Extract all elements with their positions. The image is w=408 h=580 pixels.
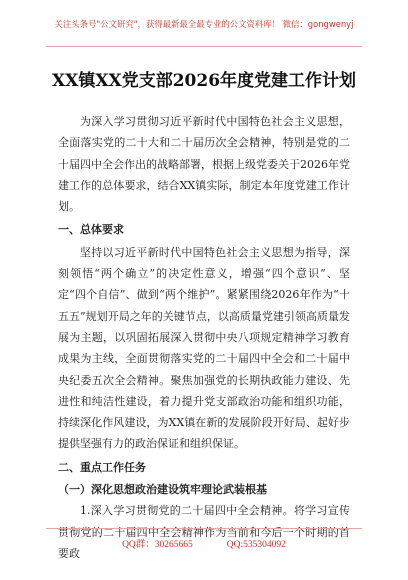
footer-divider (46, 528, 362, 529)
header-divider (46, 46, 362, 47)
document-title: XX镇XX党支部2026年度党建工作计划 (51, 71, 357, 91)
promo-banner: 关注头条号"公文研究"，获得最新最全最专业的公文资料库！ 微信：gongwenyj (54, 19, 354, 29)
section-heading-key-tasks: 二、重点工作任务 (58, 460, 146, 474)
footer-contact (0, 536, 408, 550)
subsection-heading-ideology: （一）深化思想政治建设筑牢理论武装根基 (58, 483, 267, 497)
qq-contact-text: QQ:535304092 (226, 540, 286, 550)
section-heading-general-requirements: 一、总体要求 (58, 223, 124, 237)
document-body (58, 111, 350, 564)
general-requirements-paragraph: 坚持以习近平新时代中国特色社会主义思想为指导，深刻领悟“两个确立”的决定性意义，增强“四个意识”、坚定“四个自信”、做到“两个维护”。紧紧围绕2026年作为“十五五”规划开局之年的关键节点，以高质量党建引领高质量发展为主题，以巩固拓展深入贯彻中央八项规定精神学习教育成果为主线，全面贯彻落实党的二十届四中全会和二十届中央纪委五次全会精神。聚焦加强党的长期执政能力建设、先进性和纯洁性建设，着力提升党支部政治功能和组织功能，持续深化作风建设，为XX镇在新的发展阶段开好局、起好步提供坚强有力的政治保证和组织保证。 (58, 245, 350, 451)
intro-paragraph: 为深入学习贯彻习近平新时代中国特色社会主义思想，全面落实党的二十大和二十届历次全会精神，特别是党的二十届四中全会作出的战略部署，根据上级党委关于2026年党建工作的总体要求，结合XX镇实际，制定本年度党建工作计划。 (58, 115, 350, 214)
qq-group-text: QQ群：30265665 (122, 540, 193, 550)
item-1-paragraph: 1.深入学习贯彻党的二十届四中全会精神。将学习宣传贯彻党的二十届四中全会精神作为当前和今后一个时期的首要政 (58, 504, 350, 560)
